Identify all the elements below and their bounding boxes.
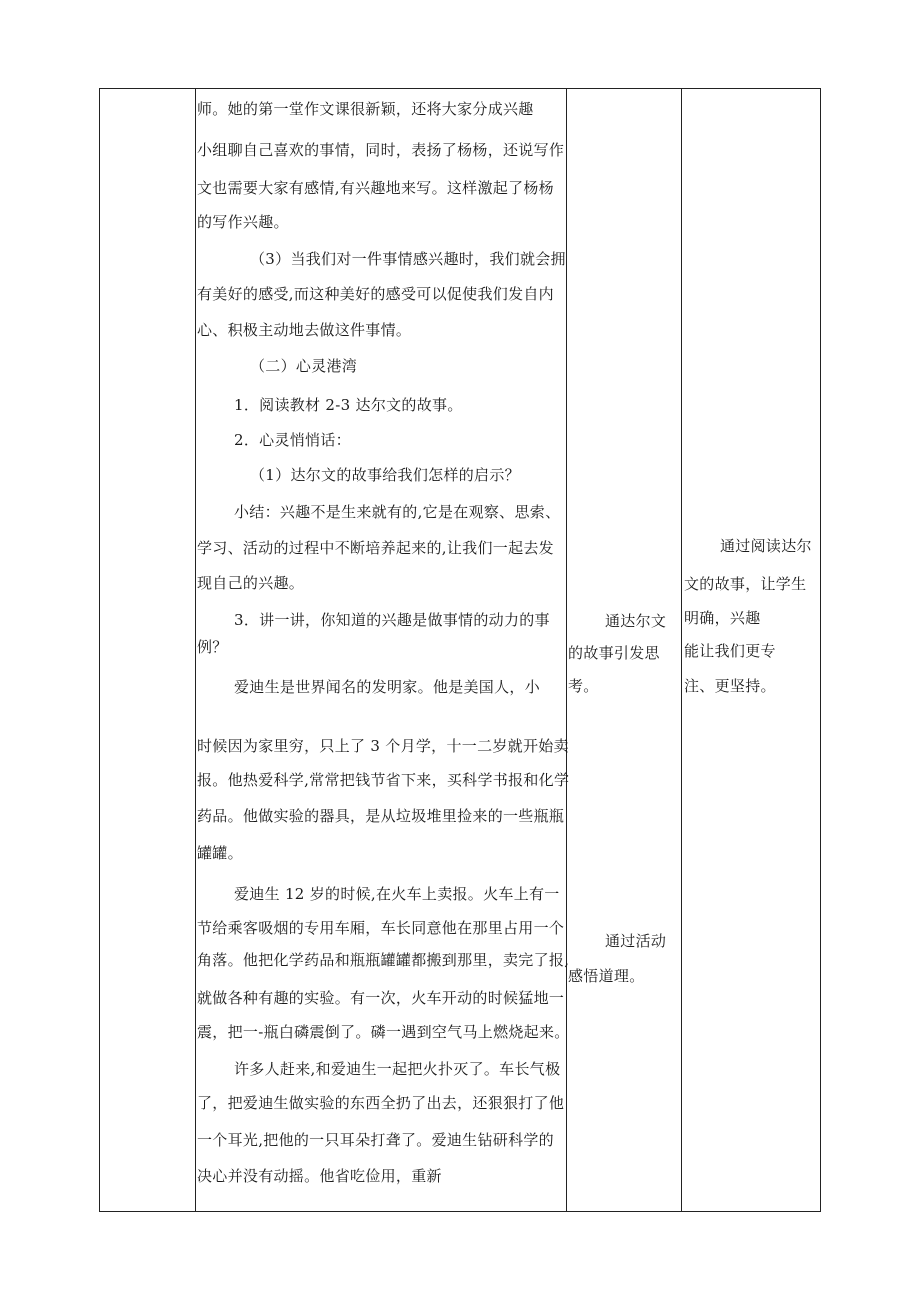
process-text-line: 角落。他把化学药品和瓶瓶罐罐都搬到那里，卖完了报, <box>197 951 570 969</box>
process-text-line: 1．阅读教材 2-3 达尔文的故事。 <box>234 396 463 414</box>
process-text-line: 3．讲一讲，你知道的兴趣是做事情的动力的事 <box>234 611 550 629</box>
process-text-line: 心、积极主动地去做这件事情。 <box>197 321 412 339</box>
process-text-line: 有美好的感受,而这种美好的感受可以促使我们发自内 <box>197 285 554 303</box>
design-intent-line: 明确，兴趣 <box>684 609 761 627</box>
teacher-activity-line: 感悟道理。 <box>568 967 645 985</box>
process-text-line: 时候因为家里穷，只上了 3 个月学，十一二岁就开始卖 <box>197 737 569 755</box>
process-text-line: 爱迪生是世界闻名的发明家。他是美国人，小 <box>234 678 541 696</box>
process-text-line: （二）心灵港湾 <box>250 357 358 375</box>
process-text-line: 报。他热爱科学,常常把钱节省下来，买科学书报和化学 <box>197 771 570 789</box>
process-text-line: 2．心灵悄悄话： <box>234 431 351 449</box>
process-text-line: 学习、活动的过程中不断培养起来的,让我们一起去发 <box>197 539 554 557</box>
column-divider-2 <box>566 88 567 1212</box>
process-text-line: 的写作兴趣。 <box>197 213 289 231</box>
process-text-line: 就做各种有趣的实验。有一次，火车开动的时候猛地一 <box>197 989 565 1007</box>
process-text-line: 罐罐。 <box>197 844 243 862</box>
teacher-activity-line: 考。 <box>568 677 599 695</box>
design-intent-line: 能让我们更专 <box>684 642 776 660</box>
design-intent-line: 注、更坚持。 <box>684 677 776 695</box>
teacher-activity-line: 的故事引发思 <box>568 644 660 662</box>
column-divider-3 <box>681 88 682 1212</box>
process-text-line: 许多人赶来,和爱迪生一起把火扑灭了。车长气极 <box>234 1060 561 1078</box>
process-text-line: 药品。他做实验的器具，是从垃圾堆里捡来的一些瓶瓶 <box>197 807 565 825</box>
process-text-line: 文也需要大家有感情,有兴趣地来写。这样激起了杨杨 <box>197 179 554 197</box>
design-intent-line: 通过阅读达尔 <box>720 537 812 555</box>
process-text-line: 爱迪生 12 岁的时候,在火车上卖报。火车上有一 <box>234 885 560 903</box>
process-text-line: 例？ <box>197 638 228 656</box>
process-text-line: 震，把一-瓶白磷震倒了。磷一遇到空气马上燃烧起来。 <box>197 1023 570 1041</box>
process-text-line: 决心并没有动摇。他省吃俭用，重新 <box>197 1167 442 1185</box>
teacher-activity-line: 通达尔文 <box>605 612 667 630</box>
design-intent-line: 文的故事，让学生 <box>684 575 807 593</box>
column-divider-1 <box>195 88 196 1212</box>
process-text-line: 小结：兴趣不是生来就有的,它是在观察、思索、 <box>234 503 561 521</box>
process-text-line: （3）当我们对一件事情感兴趣时，我们就会拥 <box>250 250 566 268</box>
teacher-activity-line: 通过活动 <box>605 932 667 950</box>
process-text-line: （1）达尔文的故事给我们怎样的启示？ <box>250 466 520 484</box>
process-text-line: 了，把爱迪生做实验的东西全扔了出去，还狠狠打了他 <box>197 1094 565 1112</box>
process-text-line: 一个耳光,把他的一只耳朵打聋了。爱迪生钻研科学的 <box>197 1131 554 1149</box>
process-text-line: 师。她的第一堂作文课很新颖，还将大家分成兴趣 <box>197 100 534 118</box>
process-text-line: 节给乘客吸烟的专用车厢，车长同意他在那里占用一个 <box>197 919 565 937</box>
process-text-line: 现自己的兴趣。 <box>197 574 305 592</box>
process-text-line: 小组聊自己喜欢的事情，同时，表扬了杨杨，还说写作 <box>197 141 565 159</box>
